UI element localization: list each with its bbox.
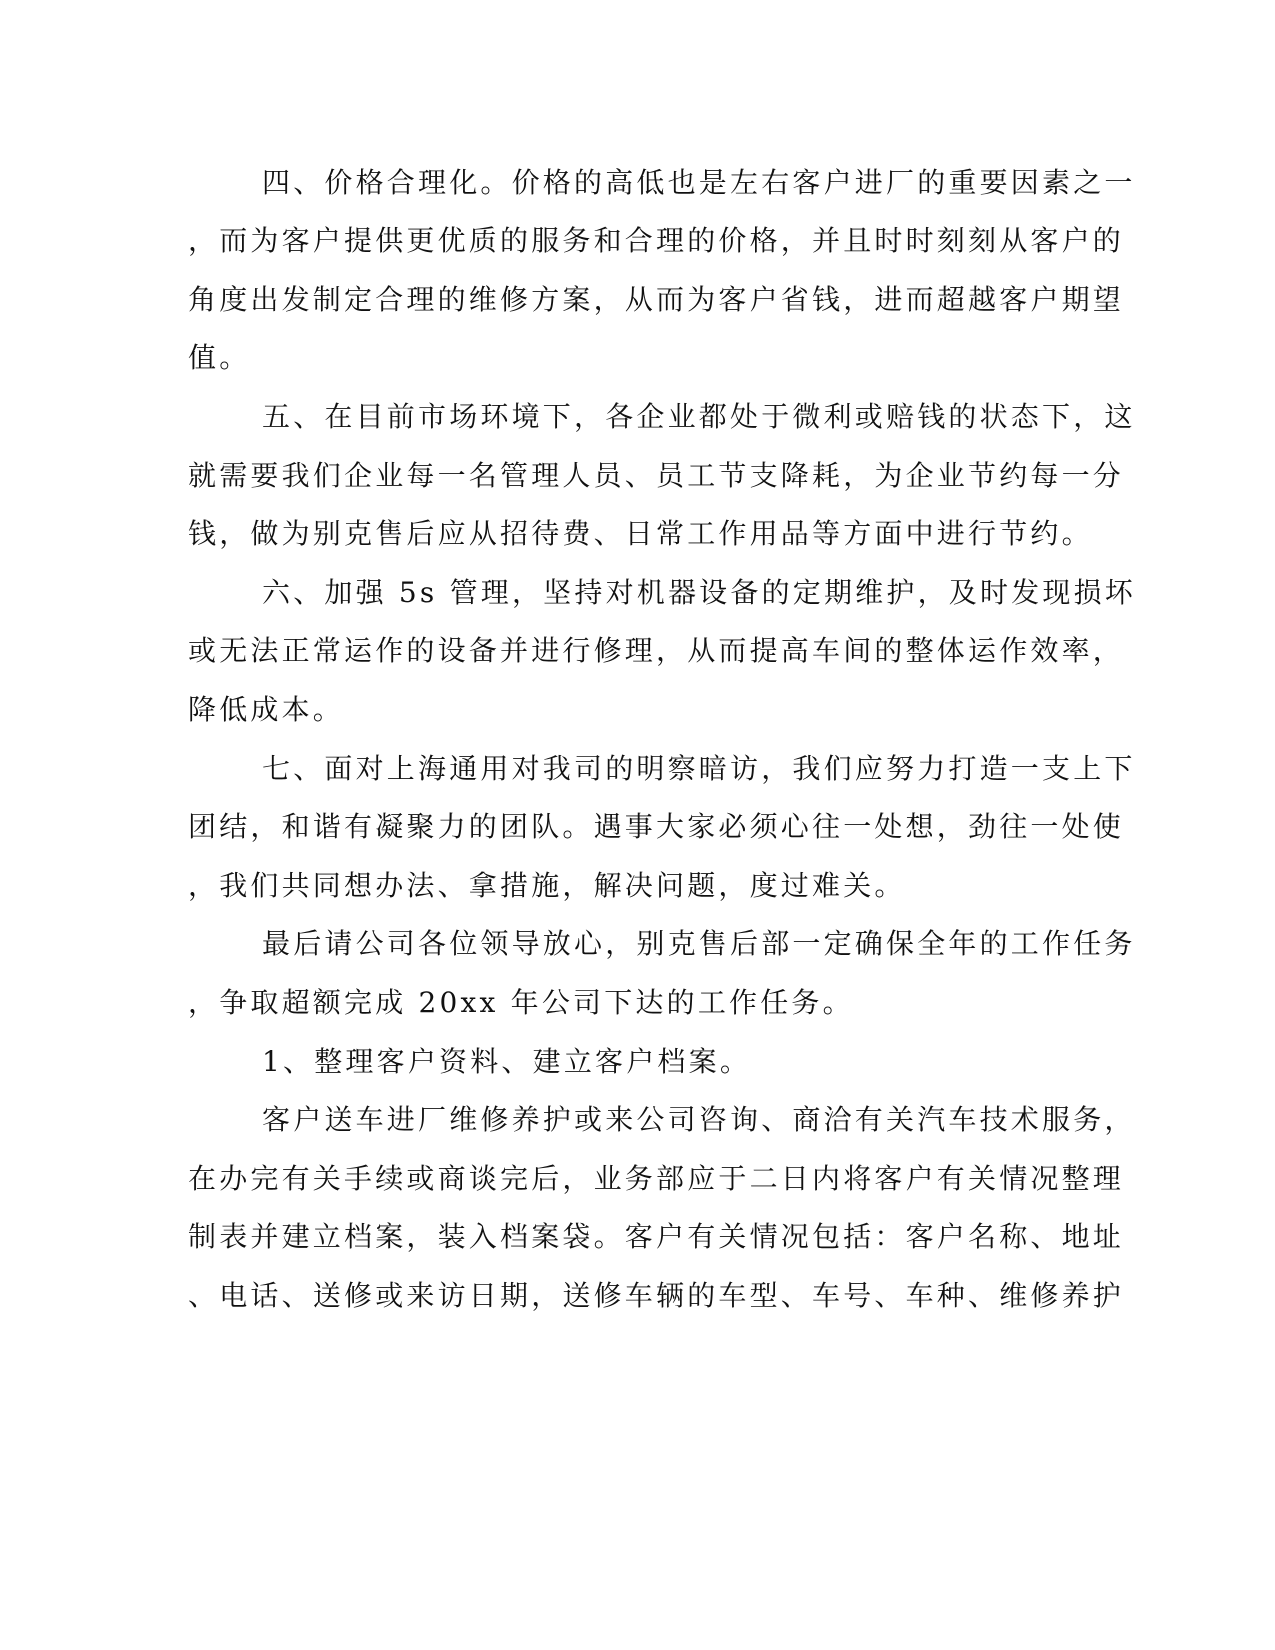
text-line: 在办完有关手续或商谈完后，业务部应于二日内将客户有关情况整理	[188, 1162, 1125, 1195]
text-line: 客户送车进厂维修养护或来公司咨询、商洽有关汽车技术服务，	[262, 1103, 1136, 1136]
text-line: 或无法正常运作的设备并进行修理，从而提高车间的整体运作效率，	[188, 634, 1125, 667]
text-line: 值。	[188, 341, 251, 374]
text-line: ，争取超额完成 20xx 年公司下达的工作任务。	[188, 986, 854, 1019]
text-line: 、电话、送修或来访日期，送修车辆的车型、车号、车种、维修养护	[188, 1279, 1125, 1312]
text-line: ，而为客户提供更优质的服务和合理的价格，并且时时刻刻从客户的	[188, 224, 1125, 257]
text-line: 六、加强 5s 管理，坚持对机器设备的定期维护，及时发现损坏	[262, 576, 1136, 609]
text-line: 降低成本。	[188, 693, 345, 726]
text-line: 团结，和谐有凝聚力的团队。遇事大家必须心往一处想，劲往一处使	[188, 810, 1125, 843]
text-line: 七、面对上海通用对我司的明察暗访，我们应努力打造一支上下	[262, 752, 1136, 785]
text-line: ，我们共同想办法、拿措施，解决问题，度过难关。	[188, 869, 906, 902]
text-line: 制表并建立档案，装入档案袋。客户有关情况包括：客户名称、地址	[188, 1220, 1125, 1253]
text-line: 最后请公司各位领导放心，别克售后部一定确保全年的工作任务	[262, 927, 1136, 960]
text-line: 1、整理客户资料、建立客户档案。	[262, 1045, 752, 1078]
text-line: 四、价格合理化。价格的高低也是左右客户进厂的重要因素之一	[262, 166, 1136, 199]
text-line: 五、在目前市场环境下，各企业都处于微利或赔钱的状态下，这	[262, 400, 1136, 433]
text-line: 就需要我们企业每一名管理人员、员工节支降耗，为企业节约每一分	[188, 459, 1125, 492]
text-line: 角度出发制定合理的维修方案，从而为客户省钱，进而超越客户期望	[188, 283, 1125, 316]
text-line: 钱，做为别克售后应从招待费、日常工作用品等方面中进行节约。	[188, 517, 1093, 550]
